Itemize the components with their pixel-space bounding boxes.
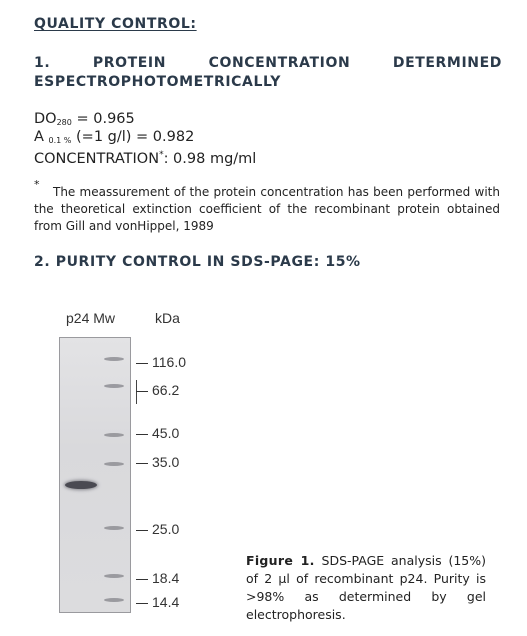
mw-marker-14: 14.4 — [136, 594, 179, 610]
section-2-heading: 2. PURITY CONTROL IN SDS-PAGE: 15% — [34, 254, 361, 270]
section-1-word-3: DETERMINED — [392, 55, 502, 71]
footnote-body: The meassurement of the protein concentration has been performed with the theoretical extinction coefficient of the recombinant protein obtained from Gill and vonHippel, 1989 — [34, 185, 500, 233]
footnote-star: * — [34, 178, 40, 191]
a-value: (=1 g/l) = 0.982 — [71, 129, 195, 145]
do-value: = 0.965 — [71, 111, 135, 127]
marker-band-18 — [104, 574, 124, 578]
concentration-line — [34, 146, 256, 168]
marker-band-116 — [104, 357, 124, 361]
a-subscript: 0.1 % — [48, 136, 72, 145]
mw-marker-18: 18.4 — [136, 570, 179, 586]
figure-label: Figure 1. — [246, 553, 315, 568]
marker-band-35 — [104, 462, 124, 466]
marker-band-66 — [104, 384, 124, 388]
mw-marker-35: 35.0 — [136, 454, 179, 470]
a-label: A — [34, 129, 49, 145]
mw-marker-116: 116.0 — [136, 354, 186, 370]
figure-caption — [246, 552, 486, 624]
mw-marker-66: 66.2 — [136, 382, 179, 398]
section-1-word-2: CONCENTRATION — [208, 55, 351, 71]
section-1-line-2: ESPECTROPHOTOMETRICALLY — [34, 74, 282, 90]
quality-control-title: QUALITY CONTROL: — [34, 16, 197, 32]
conc-value: : 0.98 mg/ml — [163, 151, 257, 167]
do-label: DO — [34, 111, 57, 127]
mw-marker-25: 25.0 — [136, 521, 179, 537]
section-1-heading — [34, 55, 502, 90]
mw-marker-45: 45.0 — [136, 425, 179, 441]
marker-band-25 — [104, 526, 124, 530]
p24-protein-band — [65, 481, 97, 489]
section-1-word-1: PROTEIN — [92, 55, 167, 71]
gel-unit-label: kDa — [155, 310, 180, 326]
marker-band-45 — [104, 433, 124, 437]
section-1-number: 1. — [34, 55, 51, 71]
do-subscript: 280 — [56, 118, 72, 127]
gel-lane-labels: p24 Mw — [66, 310, 116, 326]
conc-footnote-mark: * — [159, 150, 164, 160]
gel-image — [59, 337, 131, 613]
conc-label: CONCENTRATION — [34, 151, 160, 167]
footnote-text — [34, 184, 500, 235]
caption-text: SDS-PAGE analysis (15%) of 2 µl of recombinant p24. Purity is >98% as determined by gel electrophoresis. — [246, 553, 487, 622]
marker-band-14 — [104, 598, 124, 602]
